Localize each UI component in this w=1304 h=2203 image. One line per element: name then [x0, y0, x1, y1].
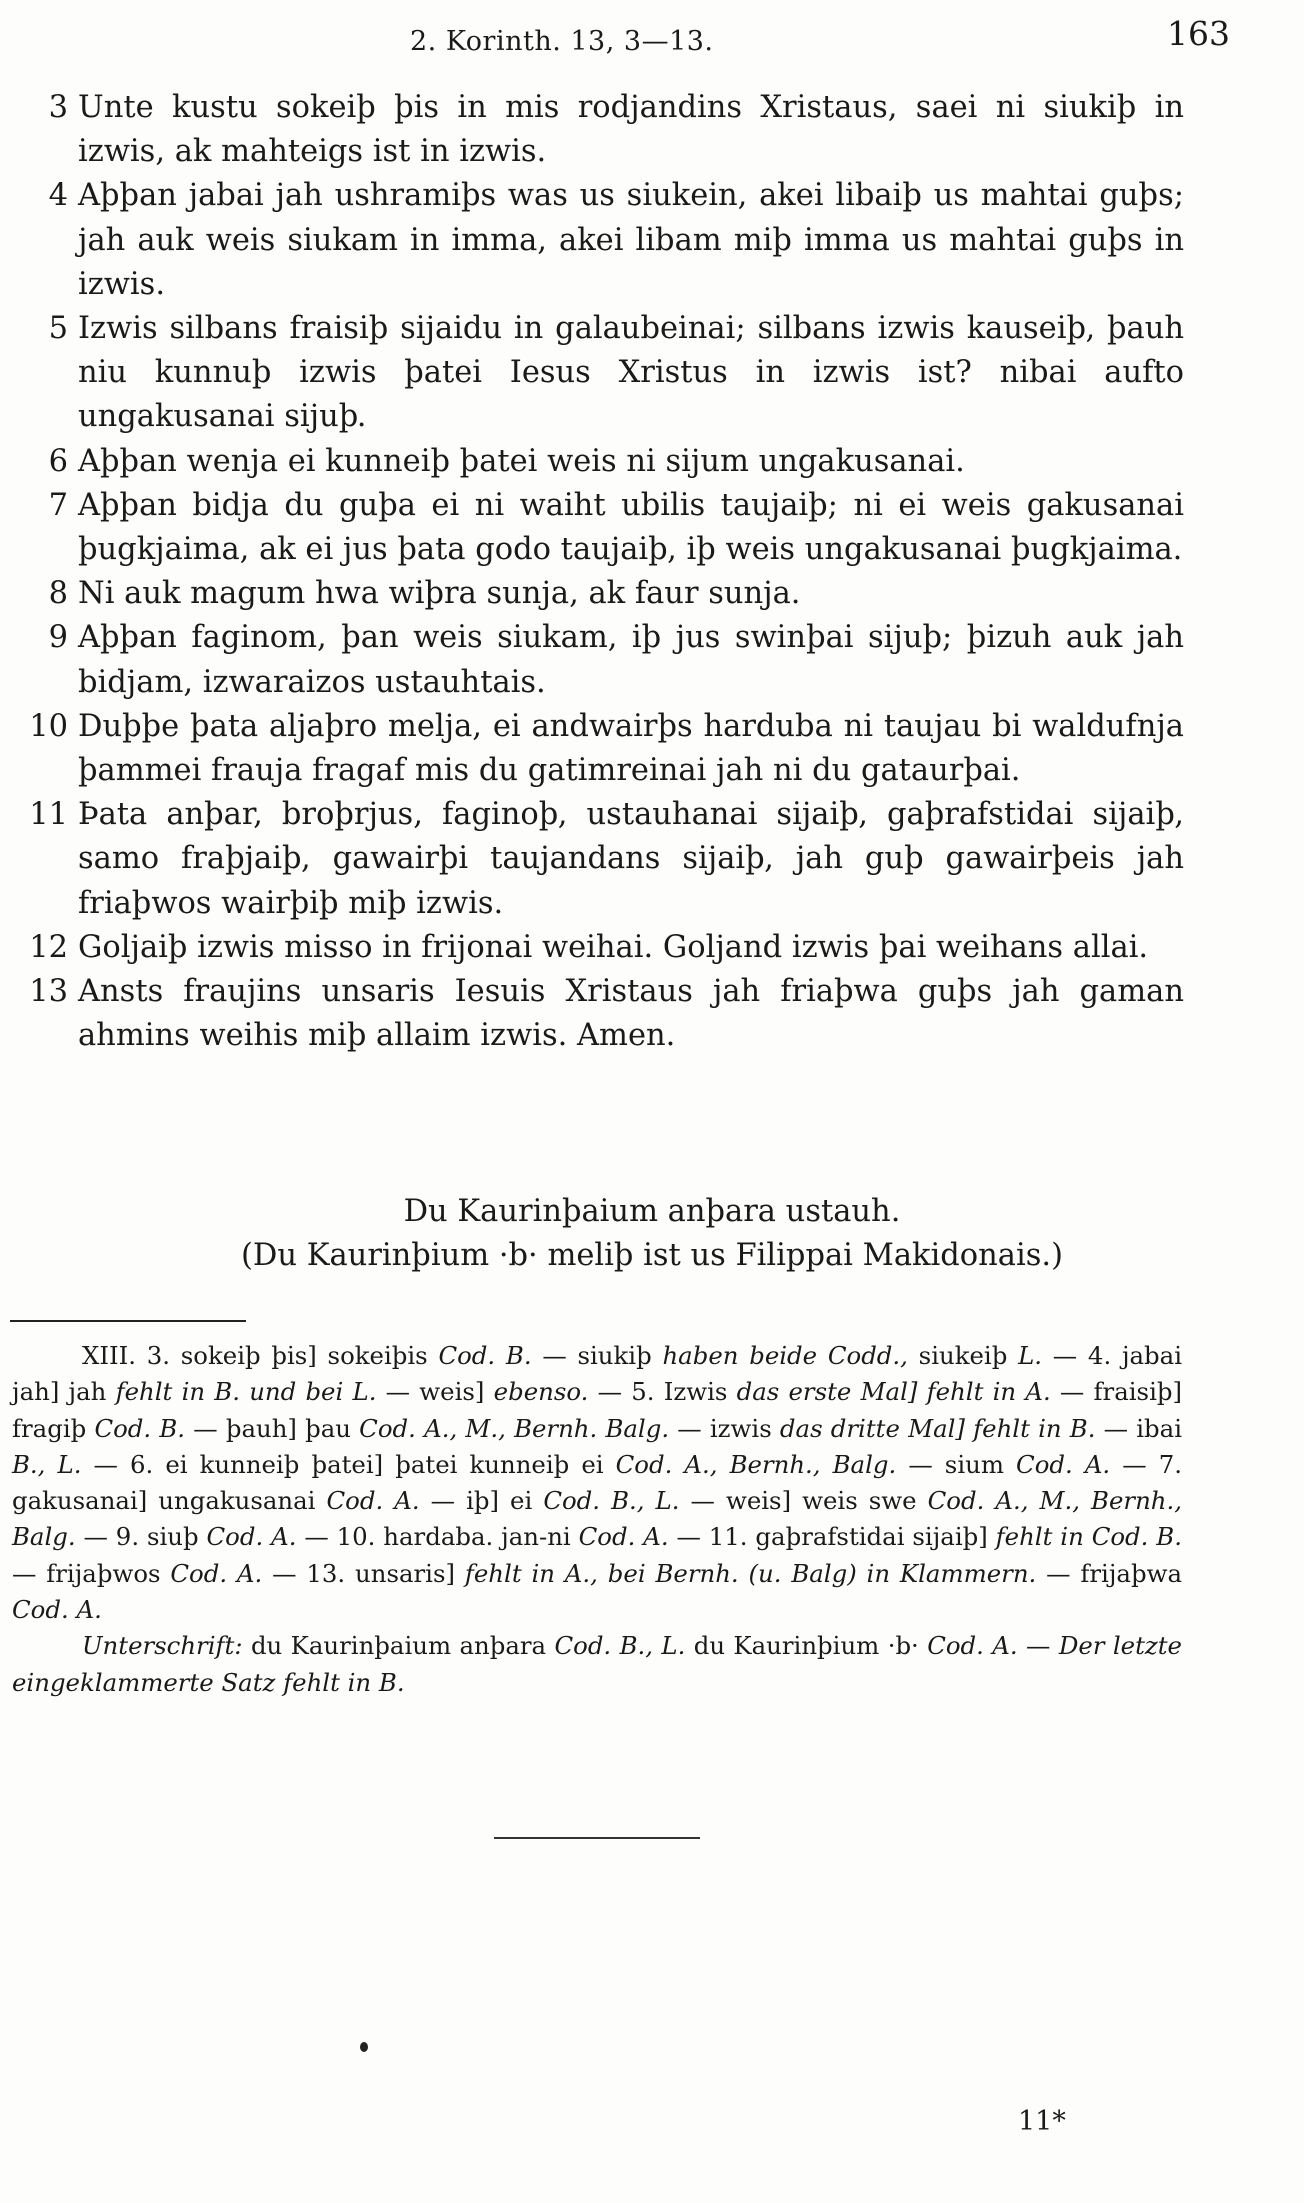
footnote-text: — 5. Izwis	[588, 1377, 737, 1407]
footnote-siglum: fehlt in A., bei Bernh. (u. Balg) in Klammern.	[464, 1558, 1037, 1588]
footnote-divider	[10, 1320, 246, 1322]
footnote-siglum: Cod. A., Bernh., Balg.	[615, 1449, 897, 1479]
footnote-siglum: Cod. A., M., Bernh., Balg.	[12, 1486, 1182, 1552]
footnote-paragraph	[12, 1338, 1182, 1628]
verse-7	[14, 484, 1184, 572]
running-head: 2. Korinth. 13, 3—13.	[410, 26, 714, 57]
footnote-siglum: Cod. B., L.	[543, 1486, 680, 1516]
verse-13	[14, 970, 1184, 1058]
footnotes	[12, 1338, 1182, 1701]
verse-body: Aþþan jabai jah ushramiþs was us siukein, akei libaiþ us mahtai guþs; jah auk weis siukam in imma, akei libam miþ imma us mahtai guþs in izwis.	[78, 178, 1184, 302]
footnote-text: XIII. 3. sokeiþ þis] sokeiþis	[82, 1341, 439, 1370]
footnote-siglum: Cod. A.	[927, 1631, 1018, 1661]
footnote-siglum: Cod. A.	[170, 1558, 263, 1588]
footnote-siglum: Cod. A.	[12, 1595, 102, 1625]
verse-8	[14, 572, 1184, 616]
footnote-text: — weis]	[376, 1377, 494, 1407]
verse-4	[14, 174, 1184, 307]
footnote-text: — fraisiþ] fragiþ	[12, 1377, 1183, 1443]
signature-mark: 11*	[1018, 2106, 1066, 2137]
footnote-siglum: Unterschrift:	[82, 1631, 243, 1661]
footnote-siglum: Cod. A.	[206, 1522, 297, 1552]
verse-9	[14, 616, 1184, 704]
verse-number: 7	[48, 487, 68, 523]
verse-number: 3	[48, 90, 68, 125]
verse-number: 11	[29, 797, 68, 833]
footnote-siglum: fehlt in B. und bei L.	[115, 1377, 377, 1407]
verse-5	[14, 307, 1184, 440]
verse-6	[14, 440, 1184, 484]
footnote-text: — þauh] þau	[185, 1413, 360, 1443]
verse-number: 4	[48, 178, 68, 214]
footnote-text: — siukiþ	[531, 1341, 663, 1370]
footnote-text: du Kaurinþaium anþara	[242, 1631, 555, 1661]
end-rule	[494, 1837, 700, 1839]
verse-number: 6	[48, 443, 68, 479]
footnote-text: — 10. hardaba. jan-ni	[296, 1522, 579, 1552]
footnote-text: — 11. gaþrafstidai sijaiþ]	[668, 1522, 996, 1552]
footnote-siglum: L.	[1018, 1341, 1043, 1370]
footnote-text: — frijaþwa	[1036, 1558, 1182, 1588]
footnote-text: — frijaþwos	[12, 1558, 171, 1588]
footnote-siglum: Der letzte eingeklammerte Satz fehlt in B.	[12, 1631, 1182, 1697]
footnote-siglum: Cod. B., L.	[554, 1631, 686, 1661]
verse-body: Aþþan faginom, þan weis siukam, iþ jus swinþai sijuþ; þizuh auk jah bidjam, izwaraizos ustauhtais.	[78, 620, 1184, 700]
page-number: 163	[1167, 14, 1230, 53]
footnote-text: — 7. gakusanai] ungakusanai	[12, 1449, 1182, 1516]
verse-body: Duþþe þata aljaþro melja, ei andwairþs harduba ni taujau bi waldufnja þammei frauja fragaf mis du gatimreinai jah ni du gataurþai.	[78, 708, 1184, 789]
verse-body: Þata anþar, broþrjus, faginoþ, ustauhanai sijaiþ, gaþrafstidai sijaiþ, samo fraþjaiþ, gawairþi taujandans sijaiþ, jah guþ gawairþeis jah friaþwos wairþiþ miþ izwis.	[78, 797, 1184, 921]
footnote-siglum: Cod. A.	[326, 1486, 420, 1516]
footnote-text: — iþ] ei	[419, 1486, 544, 1516]
footnote-siglum: Cod. A.	[578, 1522, 669, 1552]
footnote-text: — ibai	[1095, 1413, 1183, 1443]
footnote-text: — 6. ei kunneiþ þatei] þatei kunneiþ ei	[81, 1449, 616, 1479]
verse-body: Unte kustu sokeiþ þis in mis rodjandins Xristaus, saei ni siukiþ in izwis, ak mahteigs ist in izwis.	[78, 90, 1184, 170]
footnote-siglum: haben beide Codd.,	[662, 1341, 908, 1370]
verse-body: Goljaiþ izwis misso in frijonai weihai. Goljand izwis þai weihans allai.	[78, 929, 1149, 965]
footnote-siglum: Cod. A., M., Bernh. Balg.	[359, 1413, 670, 1443]
verse-body: Izwis silbans fraisiþ sijaidu in galaubeinai; silbans izwis kauseiþ, þauh niu kunnuþ izwis þatei Iesus Xristus in izwis ist? nibai aufto ungakusanai sijuþ.	[78, 311, 1184, 435]
verse-number: 10	[29, 708, 68, 744]
verse-body: Aþþan wenja ei kunneiþ þatei weis ni sijum ungakusanai.	[78, 443, 965, 479]
footnote-text: — weis] weis swe	[679, 1486, 928, 1516]
footnote-siglum: Cod. A.	[1016, 1449, 1111, 1479]
verse-body: Ni auk magum hwa wiþra sunja, ak faur sunja.	[78, 576, 801, 612]
subscription	[0, 1190, 1304, 1278]
verse-number: 13	[29, 974, 68, 1010]
footnote-text: — izwis	[669, 1413, 780, 1443]
verse-3	[14, 86, 1184, 174]
verse-number: 12	[29, 929, 68, 965]
footnote-siglum: fehlt in Cod. B.	[995, 1522, 1182, 1552]
verse-text	[14, 86, 1184, 1058]
footnote-text: — 9. siuþ	[75, 1522, 207, 1552]
footnote-siglum: B., L.	[12, 1449, 82, 1479]
ink-dot	[360, 2042, 368, 2052]
footnote-text: du Kaurinþium ·b·	[685, 1631, 928, 1661]
page-header	[60, 12, 1244, 62]
verse-number: 9	[48, 620, 68, 656]
verse-body: Aþþan bidja du guþa ei ni waiht ubilis taujaiþ; ni ei weis gakusanai þugkjaima, ak ei jus þata godo taujaiþ, iþ weis ungakusanai þugkjaima.	[78, 487, 1184, 568]
footnote-subscription-note	[12, 1628, 1182, 1701]
verse-10	[14, 705, 1184, 793]
verse-number: 8	[48, 576, 68, 612]
verse-12	[14, 926, 1184, 970]
footnote-siglum: Cod. B.	[94, 1413, 186, 1443]
footnote-siglum: das erste Mal] fehlt in A.	[736, 1377, 1051, 1407]
verse-11	[14, 793, 1184, 926]
footnote-text: — 4. jabai jah] jah	[12, 1341, 1183, 1407]
verse-body: Ansts fraujins unsaris Iesuis Xristaus jah friaþwa guþs jah gaman ahmins weihis miþ allaim izwis. Amen.	[78, 974, 1184, 1054]
verse-number: 5	[48, 311, 68, 347]
footnote-text: — 13. unsaris]	[262, 1558, 465, 1588]
footnote-siglum: das dritte Mal] fehlt in B.	[779, 1413, 1096, 1443]
subscription-title: Du Kaurinþaium anþara ustauh.	[403, 1194, 901, 1229]
footnote-text: siukeiþ	[907, 1341, 1019, 1370]
footnote-text: —	[1017, 1631, 1059, 1661]
footnote-text: — sium	[896, 1449, 1017, 1479]
subscription-note: (Du Kaurinþium ·b· meliþ ist us Filippai Makidonais.)	[241, 1238, 1063, 1274]
footnote-siglum: ebenso.	[493, 1377, 589, 1407]
footnote-siglum: Cod. B.	[438, 1341, 532, 1370]
